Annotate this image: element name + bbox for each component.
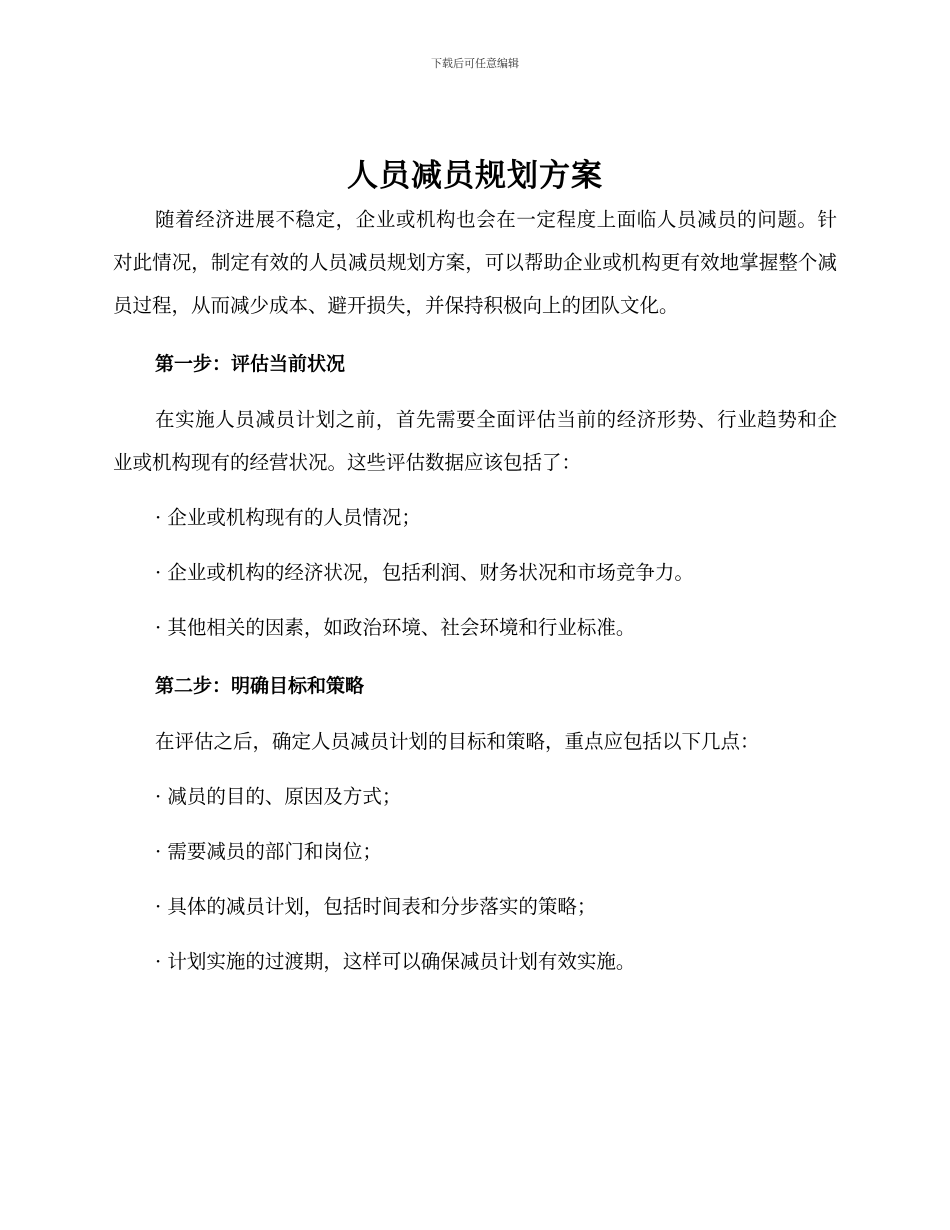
step2-bullet: · 需要减员的部门和岗位； (155, 840, 382, 863)
document-title: 人员减员规划方案 (347, 158, 603, 194)
intro-paragraph: 随着经济进展不稳定，企业或机构也会在一定程度上面临人员减员的问题。针对此情况，制定有效的人员减员规划方案，可以帮助企业或机构更有效地掌握整个减员过程，从而减少成本、避开损失，并保持积极向上的团队文化。 (113, 208, 837, 317)
step2-bullet: · 减员的目的、原因及方式； (155, 785, 402, 808)
step2-bullet: · 具体的减员计划，包括时间表和分步落实的策略； (155, 895, 597, 918)
document-body (113, 198, 837, 983)
step2-bullet: · 计划实施的过渡期，这样可以确保减员计划有效实施。 (155, 950, 636, 973)
step1-bullet: · 企业或机构的经济状况，包括利润、财务状况和市场竞争力。 (155, 561, 694, 584)
header-note: 下载后可任意编辑 (431, 57, 519, 70)
step1-bullet: · 其他相关的因素，如政治环境、社会环境和行业标准。 (155, 616, 636, 639)
step1-paragraph: 在实施人员减员计划之前，首先需要全面评估当前的经济形势、行业趋势和企业或机构现有的经营状况。这些评估数据应该包括了： (113, 408, 837, 474)
step2-heading: 第二步：明确目标和策略 (155, 675, 365, 697)
step1-heading: 第一步：评估当前状况 (155, 353, 346, 375)
step2-paragraph: 在评估之后，确定人员减员计划的目标和策略，重点应包括以下几点： (155, 730, 760, 753)
step1-bullet: · 企业或机构现有的人员情况； (155, 506, 421, 529)
